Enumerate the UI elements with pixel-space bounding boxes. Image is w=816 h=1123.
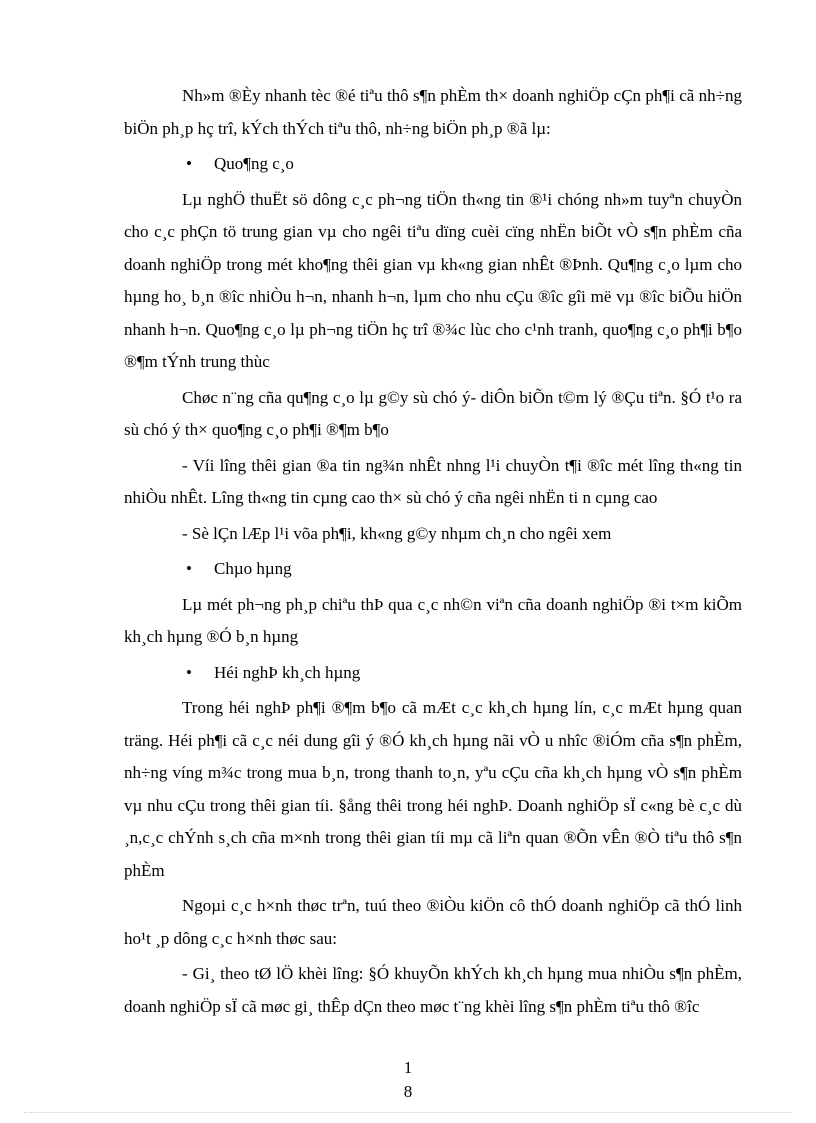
dash-item: - Víi lîng thêi gian ®a tin ng¾n nhÊt nhng l¹i chuyÒn t¶i ®îc mét lîng th«ng tin nhiÒu nhÊt. Lîng th«ng tin cµng cao th× sù chó ý cña ngêi nhËn ti n cµng cao [124, 455, 742, 507]
page-number-line-1: 1 [403, 1058, 413, 1077]
bullet-customer-conference [124, 657, 742, 690]
conference-paragraph: Trong héi nghÞ ph¶i ®¶m b¶o cã mÆt c¸c kh¸ch hµng lín, c¸c mÆt hµng quan träng. Héi ph¶i cã c¸c néi dung gîi ý ®Ó kh¸ch hµng nãi vÒ u nhîc ®iÓm cña s¶n phÈm, nh÷ng víng m¾c trong mua b¸n, trong thanh to¸n, yªu cÇu cña kh¸ch hµng vÒ s¶n phÈm vµ nhu cÇu trong thêi gian tíi. §ång thêi trong héi nghÞ. Doanh nghiÖp sÏ c«ng bè c¸c dù ¸n,c¸c chÝnh s¸ch cña m×nh trong thêi gian tíi mµ cã liªn quan ®Õn vÊn ®Ò tiªu thô s¶n phÈm [124, 698, 742, 880]
bullet-icon: • [186, 559, 192, 578]
sales-offer-paragraph: Lµ mét ph¬ng ph¸p chiªu thÞ qua c¸c nh©n viªn cña doanh nghiÖp ®i t×m kiÕm kh¸ch hµng ®Ó b¸n hµng [124, 594, 742, 646]
advertising-definition-paragraph: Lµ nghÖ thuËt sö dông c¸c ph¬ng tiÖn th«ng tin ®¹i chóng nh»m tuyªn chuyÒn cho c¸c phÇn tö trung gian vµ cho ngêi tiªu dïng cuèi cïng nhËn biÕt vÒ s¶n phÈm cña doanh nghiÖp trong mét kho¶ng thêi gian vµ kh«ng gian nhÊt ®Þnh. Qu¶ng c¸o lµm cho hµng ho¸ b¸n ®îc nhiÒu h¬n, nhanh h¬n, lµm cho nhu cÇu ®îc gîi më vµ ®îc biÕu hiÖn nhanh h¬n. Quo¶ng c¸o lµ ph¬ng tiÖn hç trî ®¾c lùc cho c¹nh tranh, quo¶ng c¸o ph¶i b¶o ®¶m tÝnh trung thùc [124, 189, 742, 371]
advertising-function-paragraph: Chøc n¨ng cña qu¶ng c¸o lµ g©y sù chó ý- diÔn biÕn t©m lý ®Çu tiªn. §Ó t¹o ra sù chó ý th× quo¶ng c¸o ph¶i ®¶m b¶o [124, 387, 742, 439]
bullet-label: Chµo hµng [214, 559, 292, 578]
bullet-sales-offer [124, 553, 742, 586]
bullet-icon: • [186, 154, 192, 173]
dash-item: - Sè lÇn lÆp l¹i võa ph¶i, kh«ng g©y nhµm ch¸n cho ngêi xem [182, 523, 612, 543]
dash-item: - Gi¸ theo tØ lÖ khèi lîng: §Ó khuyÕn khÝch kh¸ch hµng mua nhiÒu s¶n phÈm, doanh nghiÖp sÏ cã møc gi¸ thÊp dÇn theo møc t¨ng khèi lîng s¶n phÈm tiªu thô ®îc [124, 964, 742, 1016]
intro-paragraph: Nh»m ®Èy nhanh tèc ®é tiªu thô s¶n phÈm th× doanh nghiÖp cÇn ph¶i cã nh÷ng biÖn ph¸p hç trî, kÝch thÝch tiªu thô, nh÷ng biÖn ph¸p ®ã lµ: [124, 86, 742, 138]
bullet-label: Héi nghÞ kh¸ch hµng [214, 662, 361, 682]
page-number-line-2: 8 [403, 1082, 413, 1101]
bullet-icon: • [186, 662, 192, 682]
bullet-label: Quo¶ng c¸o [214, 154, 294, 173]
other-forms-paragraph: Ngoµi c¸c h×nh thøc trªn, tuú theo ®iÒu kiÖn cô thÓ doanh nghiÖp cã thÓ linh ho¹t ¸p dông c¸c h×nh thøc sau: [124, 896, 742, 948]
document-body [124, 80, 742, 1026]
footer-divider [24, 1112, 792, 1113]
bullet-advertising [124, 148, 742, 181]
